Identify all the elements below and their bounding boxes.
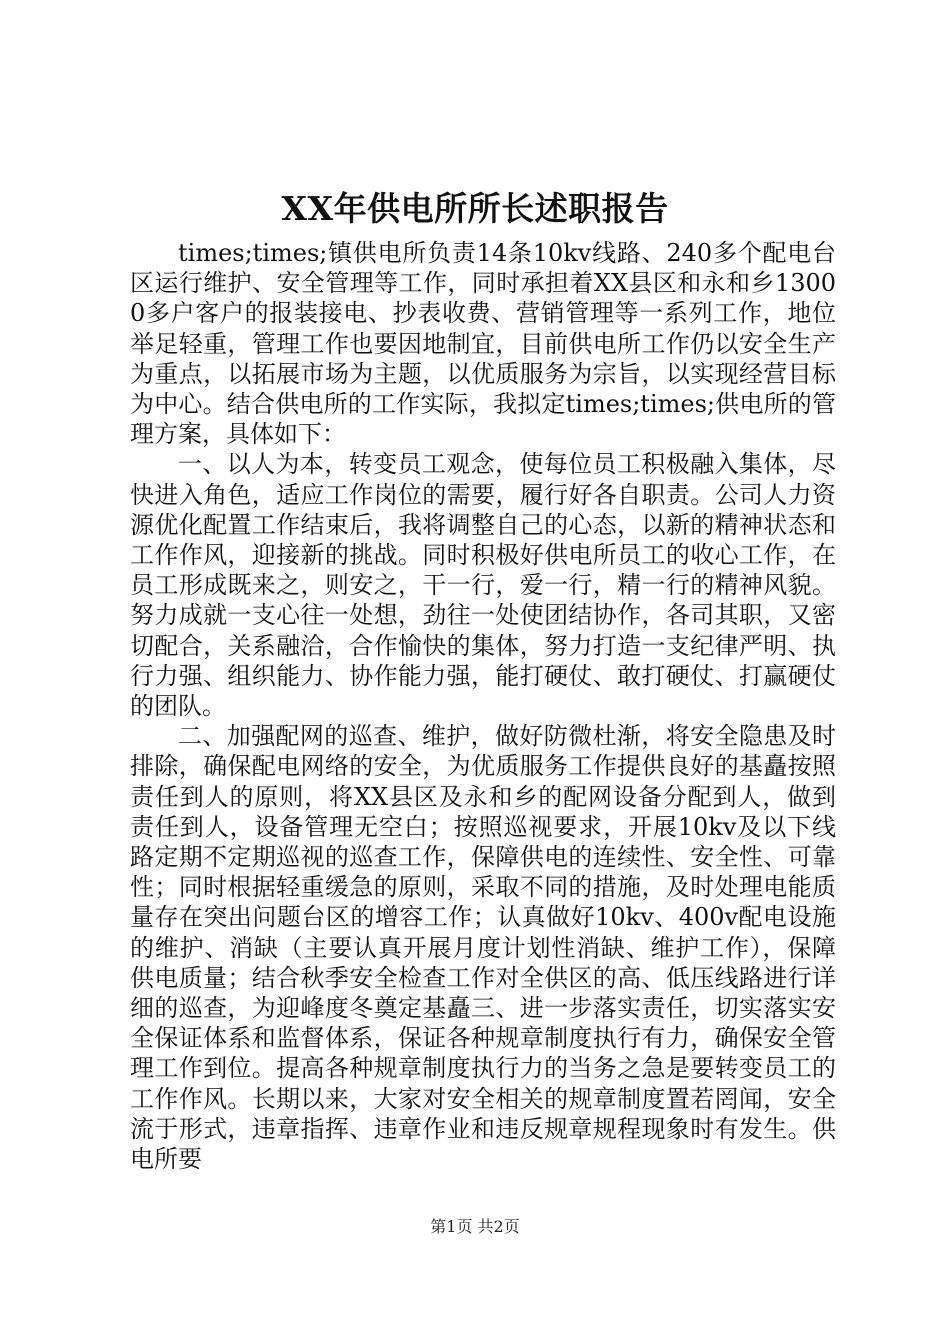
paragraph-section-1: 一、以人为本，转变员工观念，使每位员工积极融入集体，尽快进入角色，适应工作岗位的需要，履行好各自职责。公司人力资源优化配置工作结束后，我将调整自己的心态，以新的精神状态和工作作风，迎接新的挑战。同时积极好供电所员工的收心工作，在员工形成既来之，则安之，干一行，爱一行，精一行的精神风貌。努力成就一支心往一处想，劲往一处使团结协作，各司其职，又密切配合，关系融洽，合作愉快的集体，努力打造一支纪律严明、执行力强、组织能力、协作能力强，能打硬仗、敢打硬仗、打赢硬仗的团队。 (130, 450, 836, 721)
paragraph-section-2: 二、加强配网的巡查、维护，做好防微杜渐，将安全隐患及时排除，确保配电网络的安全，为优质服务工作提供良好的基矗按照责任到人的原则，将XX县区及永和乡的配网设备分配到人，做到责任到人，设备管理无空白；按照巡视要求，开展10kv及以下线路定期不定期巡视的巡查工作，保障供电的连续性、安全性、可靠性；同时根据轻重缓急的原则，采取不同的措施，及时处理电能质量存在突出问题台区的增容工作；认真做好10kv、400v配电设施的维护、消缺（主要认真开展月度计划性消缺、维护工作），保障供电质量；结合秋季安全检查工作对全供区的高、低压线路进行详细的巡查，为迎峰度冬奠定基矗三、进一步落实责任，切实落实安全保证体系和监督体系，保证各种规章制度执行有力，确保安全管理工作到位。提高各种规章制度执行力的当务之急是要转变员工的工作作风。长期以来，大家对安全相关的规章制度置若罔闻，安全流于形式，违章指挥、违章作业和违反规章规程现象时有发生。供电所要 (130, 722, 836, 1174)
page-footer: 第1页 共2页 (430, 1217, 520, 1236)
paragraph-intro: times;times;镇供电所负责14条10kv线路、240多个配电台区运行维护、安全管理等工作，同时承担着XX县区和永和乡13000多户客户的报装接电、抄表收费、营销管理等一系列工作，地位举足轻重，管理工作也要因地制宜，目前供电所工作仍以安全生产为重点，以拓展市场为主题，以优质服务为宗旨，以实现经营目标为中心。结合供电所的工作实际，我拟定times;times;供电所的管理方案，具体如下： (130, 239, 836, 449)
document-title: XX年供电所所长述职报告 (281, 189, 669, 228)
document-body (130, 238, 836, 1174)
